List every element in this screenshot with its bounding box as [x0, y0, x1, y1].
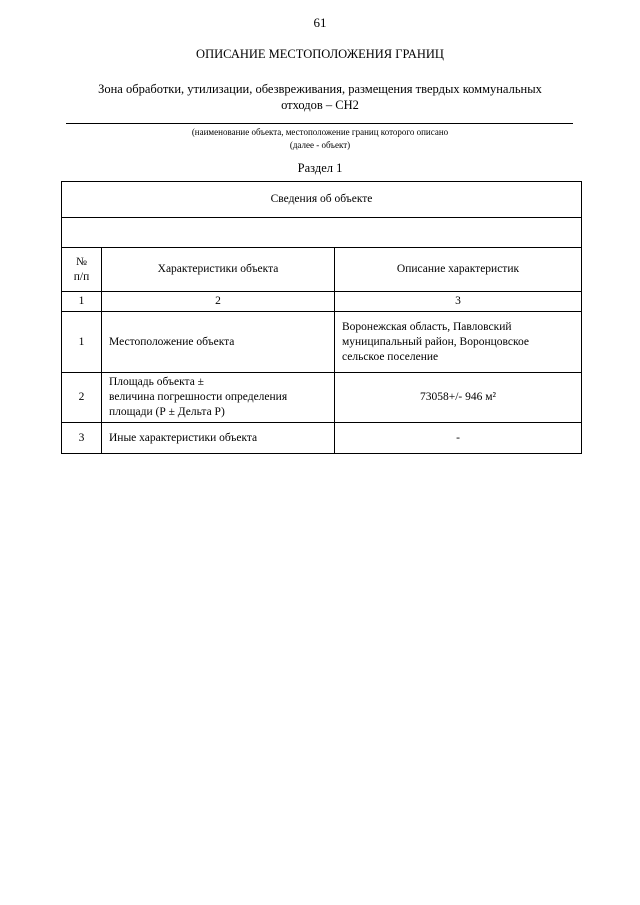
row-num: 3: [62, 423, 102, 454]
column-header-num-line: №: [76, 255, 87, 268]
description-line: муниципальный район, Воронцовское: [342, 335, 530, 348]
row-description: [335, 373, 582, 423]
table-row: [62, 312, 582, 373]
row-characteristic: [102, 373, 335, 423]
description-line: сельское поселение: [342, 350, 439, 363]
table-empty-row: [62, 218, 582, 248]
row-num: 2: [62, 373, 102, 423]
table-header: Сведения об объекте: [62, 182, 582, 218]
document-title: ОПИСАНИЕ МЕСТОПОЛОЖЕНИЯ ГРАНИЦ: [196, 47, 444, 61]
row-description: [335, 312, 582, 373]
column-number: 3: [335, 292, 582, 312]
column-header-description: Описание характеристик: [335, 248, 582, 292]
object-caption: [60, 126, 580, 152]
characteristic-line: площади (Р ± Дельта Р): [109, 406, 225, 418]
description-line: Воронежская область, Павловский: [342, 320, 512, 333]
object-name: [60, 81, 580, 113]
row-num: 1: [62, 312, 102, 373]
column-number: 1: [62, 292, 102, 312]
column-headers-row: [62, 248, 582, 292]
column-header-num-line: п/п: [73, 270, 90, 283]
object-name-line: отходов – СН2: [281, 98, 359, 112]
column-header-num: [62, 248, 102, 292]
empty-cell: [62, 218, 582, 248]
caption-line: (наименование объекта, местоположение границ которого описано: [191, 127, 449, 137]
characteristic-line: Площадь объекта ±: [109, 376, 204, 388]
underline-rule: [66, 123, 573, 124]
table-row: [62, 423, 582, 454]
table-header-row: [62, 182, 582, 218]
description-line: 73058+/- 946 м²: [420, 391, 496, 403]
row-characteristic: [102, 312, 335, 373]
column-header-characteristics: Характеристики объекта: [102, 248, 335, 292]
characteristic-line: Местоположение объекта: [109, 335, 235, 348]
column-number: 2: [102, 292, 335, 312]
section-title: Раздел 1: [297, 161, 343, 175]
row-characteristic: [102, 423, 335, 454]
object-info-table: [61, 181, 582, 454]
column-numbers-row: [62, 292, 582, 312]
description-line: -: [456, 431, 460, 444]
characteristic-line: величина погрешности определения: [109, 391, 288, 403]
table-row: [62, 373, 582, 423]
row-description: [335, 423, 582, 454]
characteristic-line: Иные характеристики объекта: [109, 431, 258, 444]
caption-line: (далее - объект): [289, 140, 351, 150]
page-number: 61: [313, 15, 327, 30]
object-name-line: Зона обработки, утилизации, обезвреживания, размещения твердых коммунальных: [98, 82, 542, 96]
